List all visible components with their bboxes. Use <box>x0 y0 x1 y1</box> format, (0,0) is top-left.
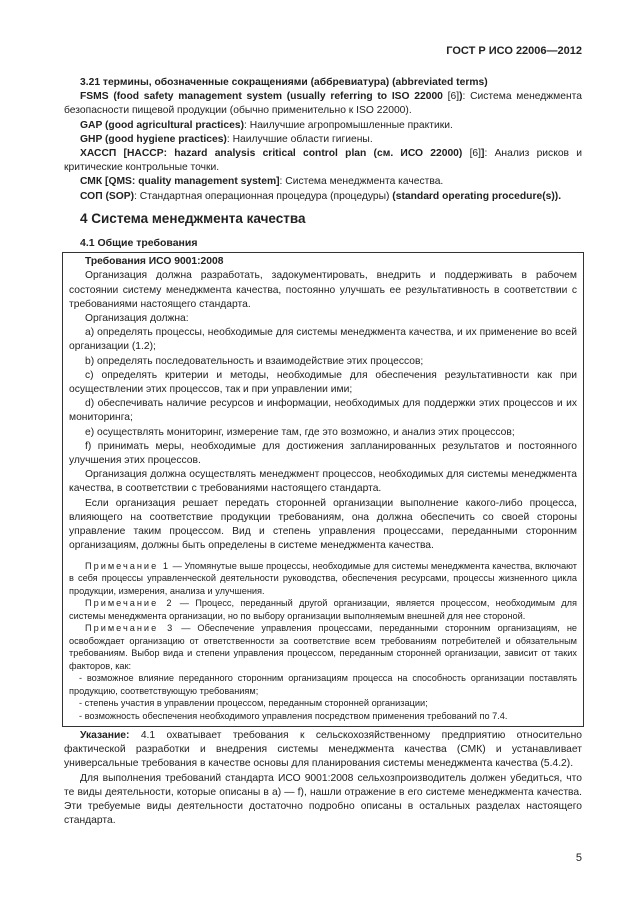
box-list-item: f) принимать меры, необходимые для достижения запланированных результатов и постоянного улучшения этих процессов. <box>69 440 577 467</box>
term-smk: СМК [QMS: quality management system]: Система менеджмента качества. <box>80 176 444 188</box>
box-paragraph: Организация должна разработать, задокументировать, внедрить и поддерживать в рабочем состоянии систему менеджмента качества, постоянно улучшать ее результативность в соответствии с требованиями настоящего стандарта. <box>69 270 577 310</box>
term-haccp: ХАССП [HACCP: hazard analysis critical control plan (см. ИСО 22000) [6]]: Анализ рисков и критические контрольные точки. <box>64 148 583 174</box>
section-4-1-heading: 4.1 Общие требования <box>80 237 198 250</box>
page-number: 5 <box>575 852 582 864</box>
box-paragraph: Если организация решает передать сторонней организации выполнение какого-либо процесса, влияющего на соответствие продукции требованиям, она должна обеспечить со своей стороны управление таким процессом. Вид и степень управления процессами, переданными сторонним организациям, должны быть определены в системе менеджмента качества. <box>69 497 577 552</box>
note-3: Примечание 3 — Обеспечение управления процессами, переданными сторонним организациям, не освобождает организацию от ответственности за соответствие всем требованиям потребителей и обязательным требованиям. Выбор вида и степени управления процессом, переданным сторонней организации, зависит от таких факторов, как: <box>69 623 577 671</box>
iso-requirements-box <box>62 252 584 727</box>
box-list-item: е) осуществлять мониторинг, измерение там, где это возможно, и анализ этих процессов; <box>85 426 515 438</box>
box-list-item: d) обеспечивать наличие ресурсов и информации, необходимых для поддержки этих процессов и их мониторинга; <box>69 398 577 424</box>
term-ghp: GHP (good hygiene practices): Наилучшие области гигиены. <box>80 133 373 145</box>
term-sop: СОП (SOP): Стандартная операционная процедура (процедуры) (standard operating procedure(s)). <box>80 190 562 202</box>
note-2: Примечание 2 — Процесс, переданный другой организации, является процессом, необходимым для системы менеджмента организации, но по выбору организации выполняемым внешней для нее стороной. <box>69 598 577 621</box>
document-header: ГОСТ Р ИСО 22006—2012 <box>446 45 582 57</box>
box-paragraph: Организация должна: <box>85 313 189 325</box>
box-list-item: b) определять последовательность и взаимодействие этих процессов; <box>85 355 424 367</box>
term-gap: GAP (good agricultural practices): Наилучшие агропромышленные практики. <box>80 119 453 131</box>
box-list-item: с) определять критерии и методы, необходимые для обеспечения результативности как при осуществлении этих процессов, так и при управлении ими; <box>69 369 577 396</box>
box-list-item: а) определять процессы, необходимые для системы менеджмента качества, и их применение во всей организации (1.2); <box>69 327 577 353</box>
section-3-21-heading: 3.21 термины, обозначенные сокращениями (аббревиатура) (abbreviated terms) <box>80 77 488 88</box>
section-4-heading: 4 Система менеджмента качества <box>80 210 306 226</box>
box-title: Требования ИСО 9001:2008 <box>85 256 224 268</box>
term-fsms: FSMS (food safety management system (usually referring to ISO 22000 [6]): Система менеджмента безопасности пищевой продукции (обычно применительно к ISO 22000). <box>64 91 582 117</box>
instruction-paragraph: Указание: 4.1 охватывает требования к сельскохозяйственному предприятию относительно фактической разработки и внедрения системы менеджмента качества (СМК) и устанавливает универсальные требования в качестве основы для планирования системы менеджмента качества (5.4.2). <box>64 730 582 770</box>
page-content <box>64 76 582 828</box>
box-paragraph: Организация должна осуществлять менеджмент процессов, необходимых для системы менеджмента качества, в соответствии с требованиями настоящего стандарта. <box>69 469 577 495</box>
note-3-dash-item: - возможность обеспечения необходимого управления посредством применения требований по 7.4. <box>79 710 508 721</box>
note-3-dash-item: - возможное влияние переданного сторонним организациям процесса на способность организации поставлять продукцию, соответствующую требованиям; <box>69 673 577 696</box>
note-1: Примечание 1 — Упомянутые выше процессы, необходимые для системы менеджмента качества, включают в себя процессы управленческой деятельности руководства, обеспечения ресурсами, процессы жизненного цикла продукции, измерения, анализа и улучшения. <box>69 560 577 596</box>
note-3-dash-item: - степень участия в управлении процессом, переданным сторонней организации; <box>79 698 428 708</box>
final-paragraph: Для выполнения требований стандарта ИСО 9001:2008 сельхозпроизводитель должен убедиться, что те виды деятельности, которые описаны в а) — f), нашли отражение в его системе менеджмента качества. Эти требуемые виды деятельности достаточно подробно описаны в остальных разделах настоящего стандарта. <box>64 772 582 827</box>
